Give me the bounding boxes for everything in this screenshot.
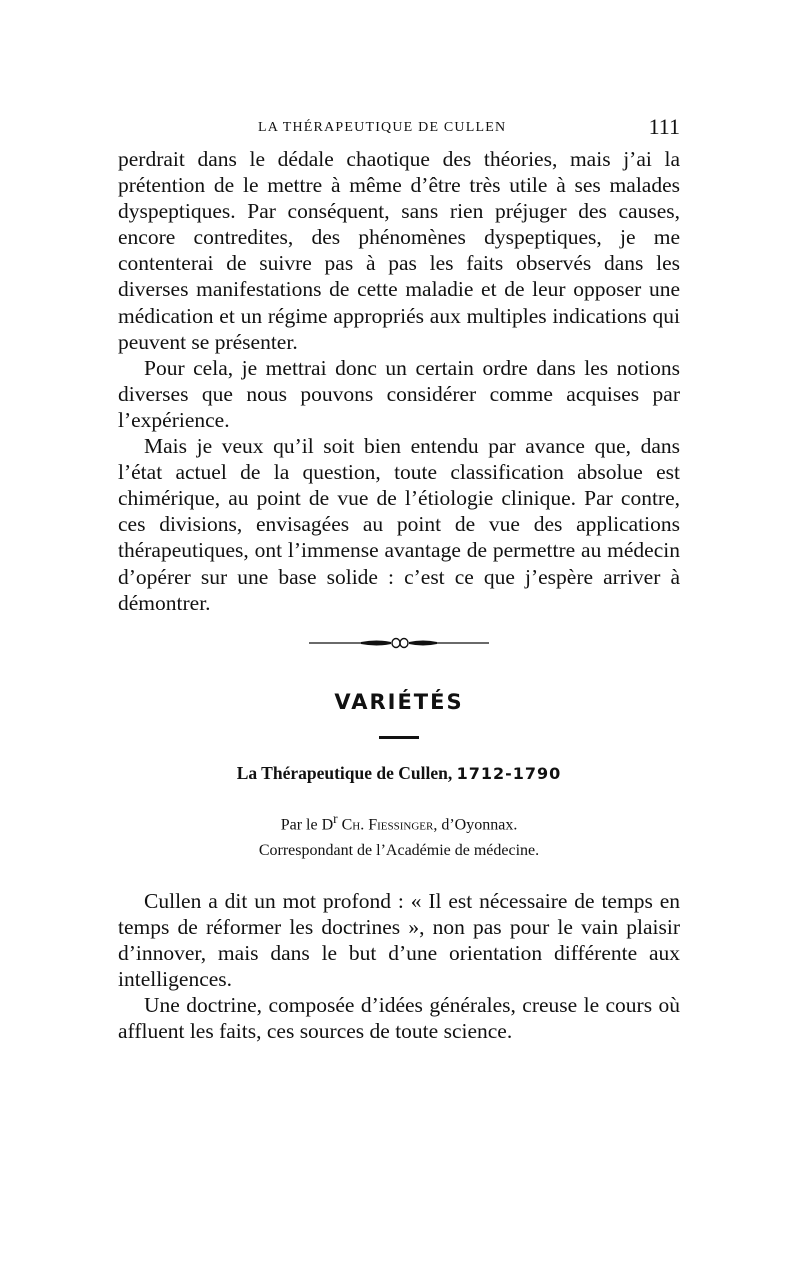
paragraph-cullen-quote: Cullen a dit un mot profond : « Il est nécessaire de temps en temps de réformer les doctrines », non pas pour le vain plaisir d’innover, mais dans le but d’une orientation différente aux intelligences. bbox=[118, 889, 680, 992]
section-heading: VARIÉTÉS bbox=[334, 689, 464, 714]
page-number: 111 bbox=[648, 114, 680, 139]
byline-superscript: r bbox=[333, 810, 338, 826]
article-title bbox=[118, 763, 680, 784]
paragraph-doctrine: Une doctrine, composée d’idées générales, creuse le cours où affluent les faits, ces sources de toute science. bbox=[118, 993, 680, 1044]
byline-author: Ch. Fiessinger bbox=[341, 816, 434, 834]
article-dates: 1712-1790 bbox=[456, 763, 562, 783]
ornament-divider bbox=[309, 636, 489, 650]
heading-rule bbox=[379, 736, 419, 739]
running-head bbox=[118, 108, 680, 142]
running-head-title: LA THÉRAPEUTIQUE DE CULLEN bbox=[258, 120, 507, 135]
paragraph-classification: Mais je veux qu’il soit bien entendu par avance que, dans l’état actuel de la question, toute classification absolue est chimérique, au point de vue de l’étiologie clinique. Par contre, ces divisions, envisagées au point de vue des applications thérapeutiques, ont l’immense avantage de permettre au médecin d’opérer sur une base solide : c’est ce que j’espère arriver à démontrer. bbox=[118, 434, 680, 615]
byline bbox=[118, 806, 680, 838]
article-title-text: La Thérapeutique de Cullen, bbox=[236, 762, 453, 783]
book-page bbox=[118, 108, 680, 1045]
author-affiliation: Correspondant de l’Académie de médecine. bbox=[258, 842, 540, 860]
paragraph-method: Pour cela, je mettrai donc un certain ordre dans les notions diverses que nous pouvons considérer comme acquises par l’expérience. bbox=[118, 355, 680, 432]
paragraph-continuation: perdrait dans le dédale chaotique des théories, mais j’ai la prétention de le mettre à même d’être très utile à ses malades dyspeptiques. Par conséquent, sans rien préjuger des causes, encore contredites, des phénomènes dyspeptiques, je me contenterai de suivre pas à pas les faits observés dans les diverses manifestations de cette maladie et de leur opposer une médication et un régime appropriés aux multiples indications qui peuvent se présenter. bbox=[118, 147, 680, 354]
byline-place: , d’Oyonnax. bbox=[433, 816, 518, 834]
byline-prefix: Par le D bbox=[280, 816, 334, 834]
